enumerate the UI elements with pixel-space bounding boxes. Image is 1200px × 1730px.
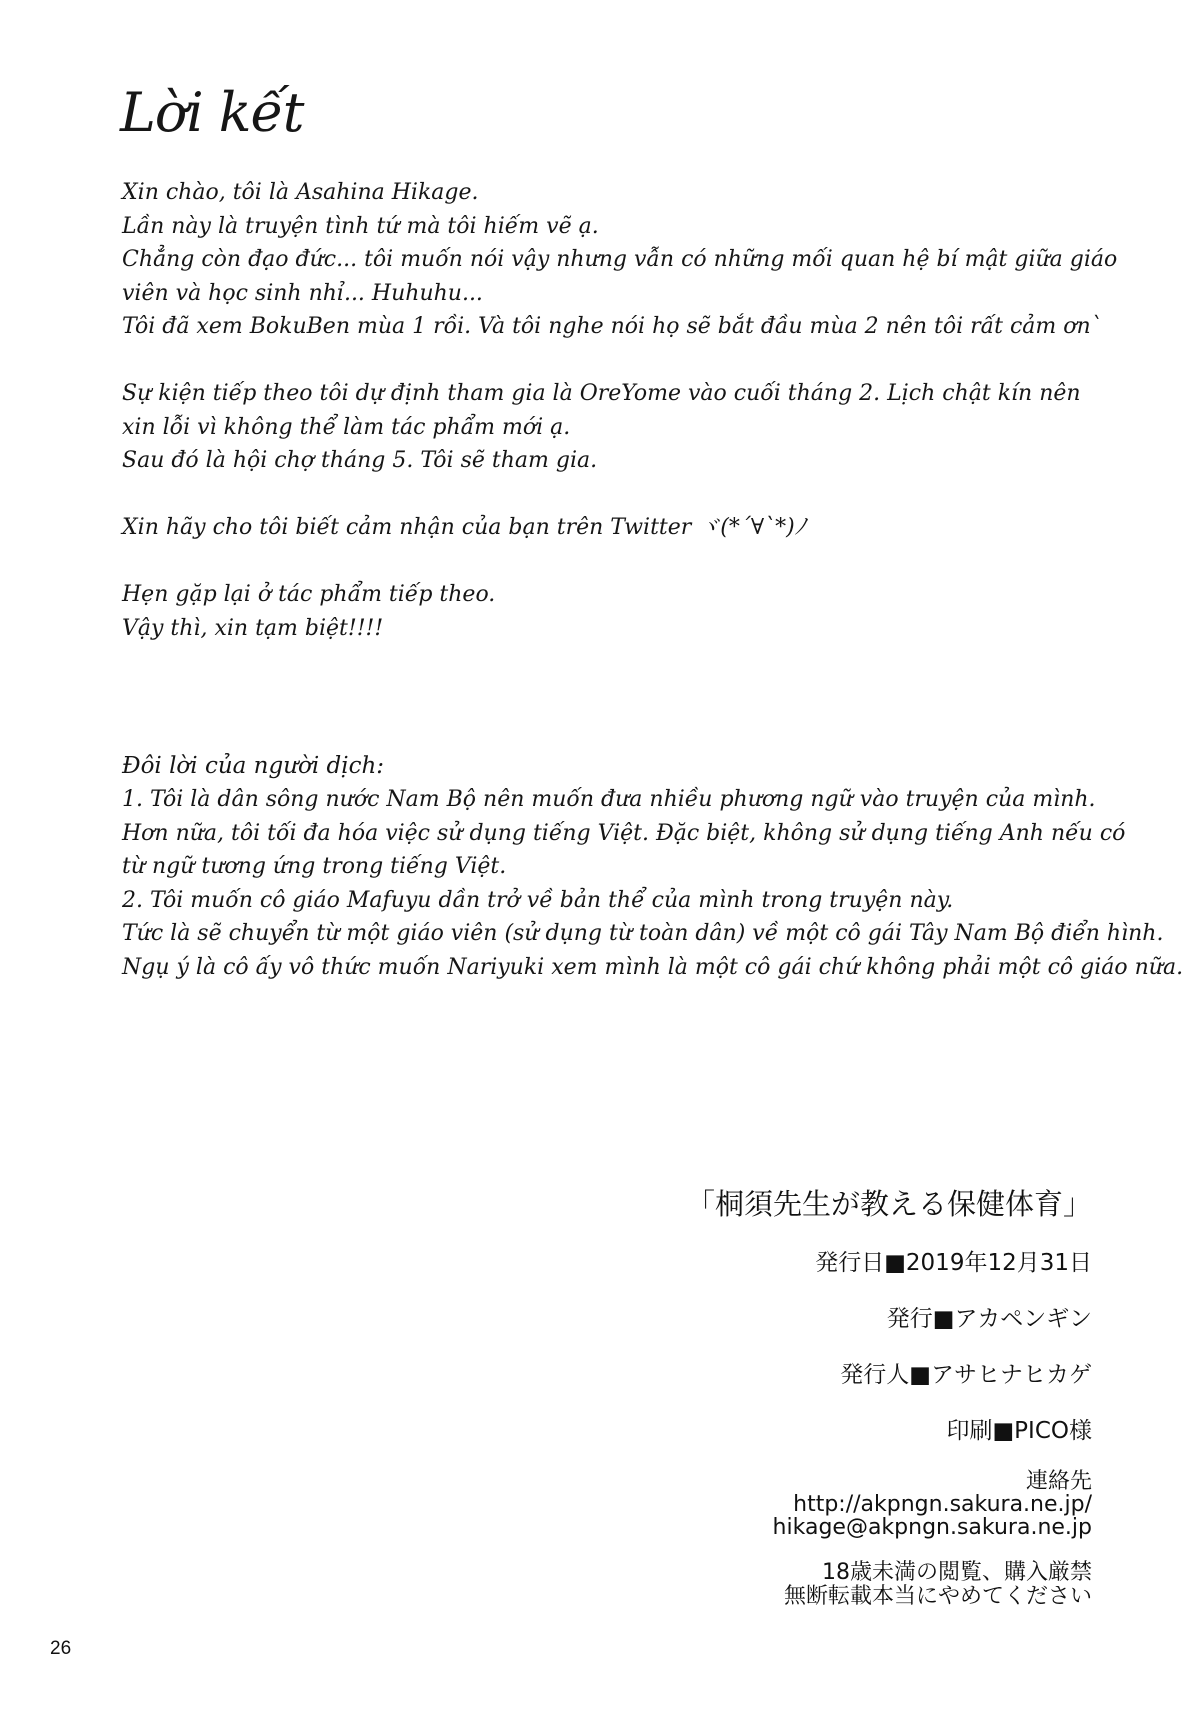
afterword-line: Tôi đã xem BokuBen mùa 1 rồi. Và tôi nghe nói họ sẽ bắt đầu mùa 2 nên tôi rất cảm ơn` [122,314,1102,339]
page-number: 26 [50,1638,72,1659]
translator-note-line: Tức là sẽ chuyển từ một giáo viên (sử dụng từ toàn dân) về một cô gái Tây Nam Bộ điển hình. [122,921,1164,946]
afterword-line: Vậy thì, xin tạm biệt!!!! [122,615,384,641]
paragraph-gap [122,344,982,378]
issuer: 発行人■アサヒナヒカゲ [840,1362,1092,1388]
contact-email: hikage@akpngn.sakura.ne.jp [772,1515,1092,1540]
afterword-line: Chẳng còn đạo đức... tôi muốn nói vậy nhưng vẫn có những mối quan hệ bí mật giữa giáo [122,247,1118,272]
translator-note-line: Ngụ ý là cô ấy vô thức muốn Nariyuki xem mình là một cô gái chứ không phải một cô giáo nữa. [122,954,1184,980]
contact-url: http://akpngn.sakura.ne.jp/ [793,1492,1092,1517]
translator-note-line: Hơn nữa, tôi tối đa hóa việc sử dụng tiếng Việt. Đặc biệt, không sử dụng tiếng Anh nếu có [122,820,1126,846]
afterword-body [122,176,1118,645]
translator-note [122,749,1184,984]
contact-label: 連絡先 [1025,1469,1092,1494]
translator-note-line: từ ngữ tương ứng trong tiếng Việt. [122,854,507,879]
page-title: Lời kết [120,81,304,144]
paragraph-gap [122,478,982,512]
book-title: 「桐須先生が教える保健体育」 [685,1187,1092,1221]
translator-note-line: 2. Tôi muốn cô giáo Mafuyu dần trở về bản thể của mình trong truyện này. [122,887,954,913]
translator-note-line: 1. Tôi là dân sông nước Nam Bộ nên muốn đưa nhiều phương ngữ vào truyện của mình. [122,787,1096,812]
afterword-line: Lần này là truyện tình tứ mà tôi hiếm vẽ ạ. [122,213,599,239]
afterword-line: Hẹn gặp lại ở tác phẩm tiếp theo. [122,582,496,607]
translator-note-heading: Đôi lời của người dịch: [122,753,385,779]
printer: 印刷■PICO様 [946,1418,1092,1444]
afterword-line: Xin chào, tôi là Asahina Hikage. [122,180,479,205]
colophon [532,1184,1092,1610]
no-reprint-notice: 無断転載本当にやめてください [783,1584,1092,1609]
afterword-line: Sự kiện tiếp theo tôi dự định tham gia là OreYome vào cuối tháng 2. Lịch chật kín nên [122,381,1081,406]
issue-date: 発行日■2019年12月31日 [815,1250,1092,1276]
age-restriction-notice: 18歳未満の閲覧、購入厳禁 [822,1560,1092,1585]
paragraph-gap [122,545,982,579]
afterword-line: Sau đó là hội chợ tháng 5. Tôi sẽ tham gia. [122,448,598,473]
afterword-line: viên và học sinh nhỉ... Huhuhu... [122,280,483,306]
afterword-line: Xin hãy cho tôi biết cảm nhận của bạn trên Twitter ヾ(*´∀`*)ﾉ [122,515,806,540]
publisher: 発行■アカペンギン [886,1306,1092,1332]
afterword-line: xin lỗi vì không thể làm tác phẩm mới ạ. [122,414,571,440]
